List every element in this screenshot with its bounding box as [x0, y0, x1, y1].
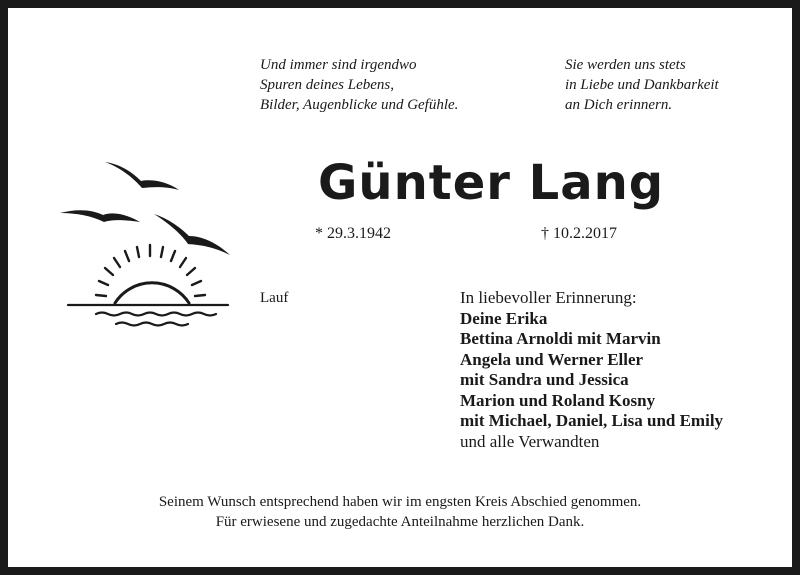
- mourners-outro: und alle Verwandten: [460, 431, 600, 451]
- birth-date: * 29.3.1942: [315, 225, 391, 242]
- sun-rays-icon: [96, 245, 205, 296]
- mourners-block: [460, 288, 723, 452]
- poem-right-line: Sie werden uns stets: [565, 57, 686, 73]
- obituary-notice: [8, 8, 792, 567]
- mourners-intro: In liebevoller Erinnerung:: [460, 288, 637, 307]
- poem-left: [260, 55, 458, 115]
- mourner-line: mit Michael, Daniel, Lisa und Emily: [460, 411, 724, 430]
- birds-icon: [60, 162, 230, 255]
- mourner-line: Marion und Roland Kosny: [460, 390, 656, 410]
- death-date: † 10.2.2017: [541, 225, 617, 242]
- mourner-line: mit Sandra und Jessica: [460, 370, 629, 389]
- poem-left-line: Bilder, Augenblicke und Gefühle.: [260, 97, 459, 113]
- footer-line: Seinem Wunsch entsprechend haben wir im engsten Kreis Abschied genommen.: [158, 494, 642, 510]
- poem-left-line: Spuren deines Lebens,: [260, 77, 395, 93]
- mourner-line: Bettina Arnoldi mit Marvin: [460, 329, 661, 348]
- water-waves-icon: [68, 305, 228, 326]
- poem-right-line: an Dich erinnern.: [565, 97, 673, 113]
- mourner-line: Deine Erika: [460, 308, 548, 328]
- birds-over-sunset-icon: [58, 158, 233, 333]
- poem-right: [565, 55, 719, 115]
- footer-note: [8, 492, 792, 532]
- poem-left-line: Und immer sind irgendwo: [260, 57, 417, 73]
- sunset-icon: [68, 245, 228, 326]
- deceased-name: Günter Lang: [318, 155, 665, 211]
- poem-right-line: in Liebe und Dankbarkeit: [565, 77, 719, 93]
- place: Lauf: [260, 290, 289, 306]
- mourner-line: Angela und Werner Eller: [460, 349, 644, 369]
- footer-line: Für erwiesene und zugedachte Anteilnahme herzlichen Dank.: [215, 514, 585, 530]
